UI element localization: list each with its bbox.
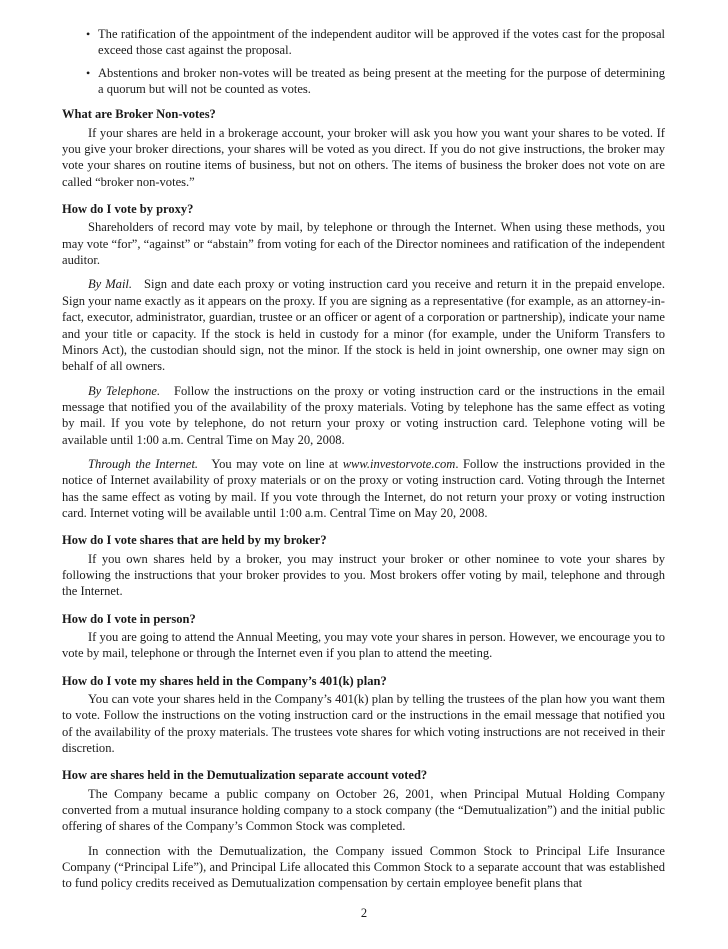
bullet-text: The ratification of the appointment of the independent auditor will be approved if the votes cast for the proposal exceed those cast against the proposal. <box>98 27 665 58</box>
paragraph: You can vote your shares held in the Company’s 401(k) plan by telling the trustees of the plan how you want them to vote. Follow the instructions on the voting instruction card or the instructions in the email message that notified you of the availability of the proxy materials. The trustees vote shares for which voting instructions are not received in their discretion. <box>62 692 665 756</box>
paragraph: If your shares are held in a brokerage account, your broker will ask you how you want your shares to be voted. If you give your broker directions, your shares will be voted as you direct. If you do not give instructions, the broker may vote your shares on routine items of business, but not on others. The items of business the broker does not vote on are called “broker non-votes.” <box>62 125 665 189</box>
paragraph: If you own shares held by a broker, you may instruct your broker or other nominee to vote your shares by following the instructions that your broker provides to you. Most brokers offer voting by mail, telephone and through the Internet. <box>62 551 665 599</box>
section-heading: How do I vote shares that are held by my broker? <box>62 533 327 548</box>
paragraph-text: Follow the instructions on the proxy or voting instruction card or the instructions in the email message that notified you of the availability of the proxy materials. Voting by telephone has the same effect as voting by mail. If you vote by telephone, do not return your proxy or voting instruction card. Telephone voting will be available until 1:00 a.m. Central Time on May 20, 2008. <box>62 383 665 447</box>
paragraph: In connection with the Demutualization, the Company issued Common Stock to Principal Life Insurance Company (“Principal Life”), and Principal Life allocated this Common Stock to a separate account that was established to fund policy credits received as Demutualization compensation by certain employee benefit plans that <box>62 843 665 891</box>
bullet-list <box>62 26 665 97</box>
paragraph: If you are going to attend the Annual Meeting, you may vote your shares in person. However, we encourage you to vote by mail, telephone or through the Internet even if you plan to attend the meeting. <box>62 630 665 661</box>
section-broker-nonvotes <box>62 106 665 190</box>
paragraph-text: Sign and date each proxy or voting instruction card you receive and return it in the prepaid envelope. Sign your name exactly as it appears on the proxy. If you are signing as a representative (for example, as an attorney-in-fact, executor, administrator, guardian, trustee or an officer or agent of a corporation or partnership), indicate your name and your title or capacity. If the stock is held in custody for a minor (for example, under the Uniform Transfers to Minors Act), the custodian should sign, not the minor. If the stock is held in joint ownership, one owner may sign on behalf of all owners. <box>62 277 665 374</box>
lead-in: By Mail. <box>88 277 133 292</box>
section-heading: How do I vote in person? <box>62 611 196 626</box>
lead-in: Through the Internet. <box>88 456 199 471</box>
bullet-icon: • <box>86 65 91 80</box>
paragraph: The Company became a public company on October 26, 2001, when Principal Mutual Holding Company converted from a mutual insurance holding company to a stock company (the “Demutualization”) and the initial public offering of shares of the Company’s Common Stock was completed. <box>62 786 665 834</box>
paragraph-text: . Follow the instructions provided in the notice of Internet availability of proxy materials or on the proxy or voting instruction card. Voting through the Internet has the same effect as voting by mail. If you vote through the Internet, do not return your proxy or voting instruction card. Internet voting will be available until 1:00 a.m. Central Time on May 20, 2008. <box>62 456 666 520</box>
page-number: 2 <box>360 906 368 920</box>
section-heading: How do I vote my shares held in the Company’s 401(k) plan? <box>62 673 387 688</box>
lead-in: By Telephone. <box>88 383 161 398</box>
section-heading: How do I vote by proxy? <box>62 202 194 217</box>
section-heading: How are shares held in the Demutualization separate account voted? <box>62 768 428 783</box>
bullet-icon: • <box>86 27 91 41</box>
section-401k <box>62 673 665 757</box>
list-item <box>62 65 665 98</box>
section-demutualization <box>62 767 665 891</box>
paragraph-by-mail <box>62 276 665 374</box>
section-heading: What are Broker Non-votes? <box>62 107 216 122</box>
paragraph-by-telephone <box>62 383 665 448</box>
paragraph: Shareholders of record may vote by mail, by telephone or through the Internet. When using these methods, you may vote “for”, “against” or “abstain” from voting for each of the Director nominees and ratification of the independent auditor. <box>62 220 665 268</box>
paragraph-through-internet <box>62 456 665 521</box>
section-vote-in-person <box>62 611 665 662</box>
document-page <box>62 26 665 892</box>
list-item <box>62 26 665 59</box>
bullet-text: Abstentions and broker non-votes will be treated as being present at the meeting for the purpose of determining a quorum but will not be counted as votes. <box>98 65 665 97</box>
section-vote-by-proxy <box>62 201 665 521</box>
section-broker-shares <box>62 532 665 599</box>
vote-url-link[interactable]: www.investorvote.com <box>342 456 456 471</box>
paragraph-text: You may vote on line at <box>211 456 339 471</box>
